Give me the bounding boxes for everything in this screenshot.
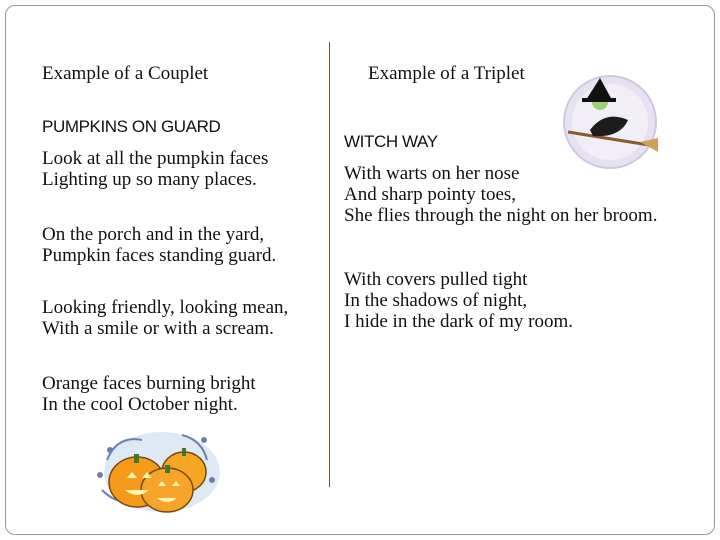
poem-line: With covers pulled tight bbox=[344, 269, 528, 290]
poem-line: With warts on her nose bbox=[344, 163, 520, 184]
couplet-heading: Example of a Couplet bbox=[42, 63, 209, 84]
poem-line: With a smile or with a scream. bbox=[42, 318, 274, 339]
poem-line: In the cool October night. bbox=[42, 394, 238, 415]
couplet-stanza-2 bbox=[42, 224, 276, 266]
poem-line: Pumpkin faces standing guard. bbox=[42, 245, 277, 266]
pumpkins-clipart bbox=[92, 420, 222, 520]
poem-line: Look at all the pumpkin faces bbox=[42, 148, 269, 169]
poem-line: She flies through the night on her broom. bbox=[344, 205, 658, 226]
triplet-stanza-2 bbox=[344, 269, 573, 332]
poem-line: Lighting up so many places. bbox=[42, 169, 257, 190]
poem-line: In the shadows of night, bbox=[344, 290, 528, 311]
poem-line: On the porch and in the yard, bbox=[42, 224, 265, 245]
triplet-heading: Example of a Triplet bbox=[368, 63, 525, 84]
poem-line: I hide in the dark of my room. bbox=[344, 311, 574, 332]
triplet-stanza-1 bbox=[344, 163, 657, 226]
poem-line: Looking friendly, looking mean, bbox=[42, 297, 289, 318]
column-divider bbox=[329, 42, 330, 487]
couplet-stanza-1 bbox=[42, 148, 268, 190]
poem-line: Orange faces burning bright bbox=[42, 373, 256, 394]
triplet-poem-title: WITCH WAY bbox=[344, 132, 438, 151]
couplet-poem-title: PUMPKINS ON GUARD bbox=[42, 117, 221, 136]
couplet-stanza-4 bbox=[42, 373, 256, 415]
couplet-stanza-3 bbox=[42, 297, 288, 339]
witch-clipart bbox=[560, 72, 660, 170]
poem-line: And sharp pointy toes, bbox=[344, 184, 517, 205]
